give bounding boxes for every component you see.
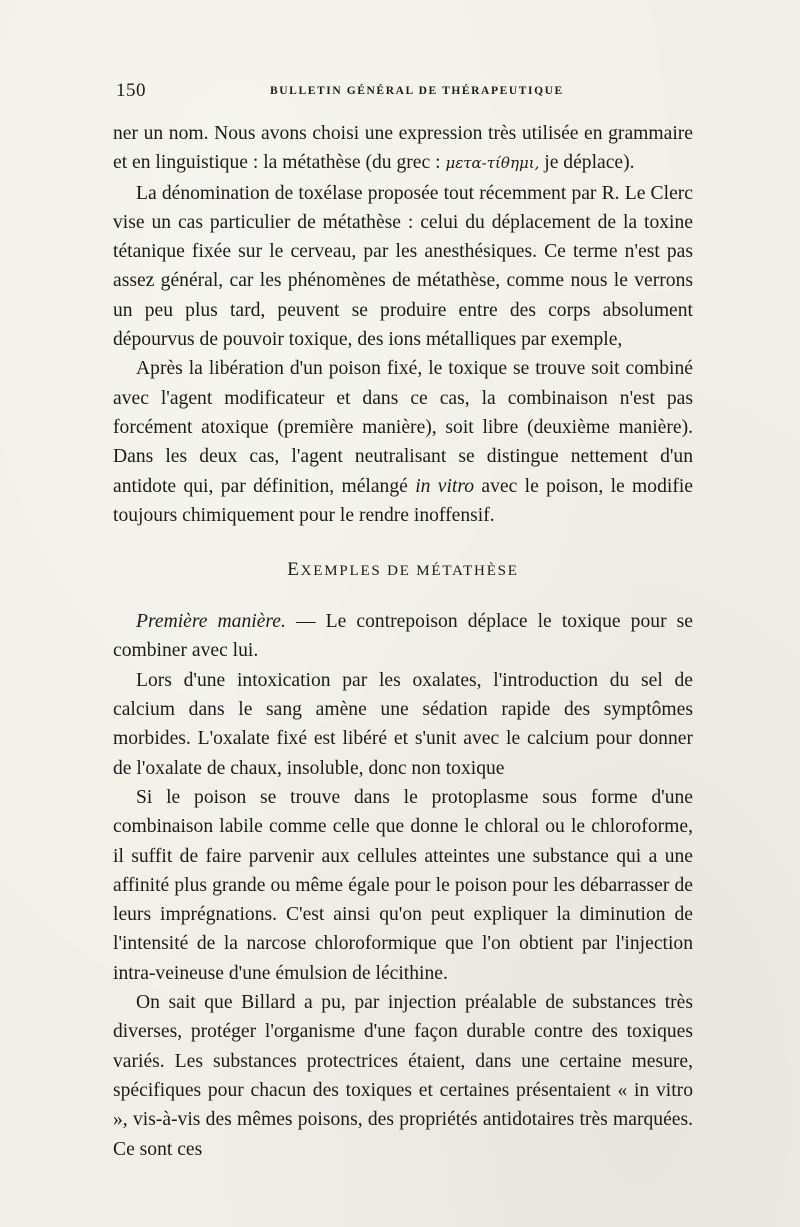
paragraph-3 — [113, 354, 693, 530]
paragraph-4 — [113, 607, 693, 666]
body-text — [113, 119, 693, 1164]
subsection-heading: Première manière. — [136, 611, 286, 633]
paragraph-1-end: je déplace). — [544, 152, 635, 174]
section-title-rest: XEMPLES DE MÉTATHÈSE — [300, 563, 519, 580]
paragraph-2: La dénomination de toxélase proposée tout récemment par R. Le Clerc vise un cas particulier de métathèse : celui du déplacement de la toxine tétanique fixée sur le cerveau, par les anesthésiques. Ce terme n'est pas assez général, car les phénomènes de métathèse, comme nous le verrons un peu plus tard, peuvent se produire entre des corps absolument dépourvus de pouvoir toxique, des ions métalliques par exemple, — [113, 182, 693, 351]
paragraph-4-text: — Le contrepoison déplace le toxique pour se combiner avec lui. — [113, 611, 693, 662]
section-title-initial: E — [287, 559, 301, 581]
paragraph-6: Si le poison se trouve dans le protoplasme sous forme d'une combinaison labile comme celle que donne le chloral ou le chloroforme, il suffit de faire parvenir aux cellules atteintes une substance qui a une affinité plus grande ou même égale pour le poison pour les débarrasser de leurs imprégnations. C'est ainsi qu'on peut expliquer la diminution de l'intensité de la narcose chloroformique que l'on obtient par l'injection intra-veineuse d'une émulsion de lécithine. — [113, 786, 693, 984]
paragraph-7: On sait que Billard a pu, par injection préalable de substances très diverses, protéger l'organisme d'une façon durable contre des toxiques variés. Les substances protectrices étaient, dans une certaine mesure, spécifiques pour chacun des toxiques et certaines présentaient « in vitro », vis-à-vis des mêmes poisons, des propriétés antidotaires très marquées. Ce sont ces — [113, 992, 693, 1160]
greek-word: μετα-τίθημι, — [445, 154, 540, 173]
page-number: 150 — [116, 80, 146, 101]
paragraph-5: Lors d'une intoxication par les oxalates, l'introduction du sel de calcium dans le sang amène une sédation rapide des symptômes morbides. L'oxalate fixé est libéré et s'unit avec le calcium pour donner de l'oxalate de chaux, insoluble, donc non toxique — [113, 669, 693, 779]
section-title — [113, 560, 693, 581]
paragraph-3-text: Après la libération d'un poison fixé, le toxique se trouve soit combiné avec l'agent modificateur et dans ce cas, la combinaison n'est pas forcément atoxique (première manière), soit libre (deuxième manière). Dans les deux cas, l'agent neutralisant se distingue nettement d'un antidote qui, par définition, mélangé — [113, 358, 693, 497]
page-header — [116, 80, 694, 102]
paragraph-3-end: avec le poison, le modifie toujours chimiquement pour le rendre inoffensif. — [113, 475, 693, 526]
paragraph-1 — [113, 119, 693, 179]
italic-in-vitro: in vitro — [415, 475, 475, 497]
paragraph-1-text: ner un nom. Nous avons choisi une expression très utilisée en grammaire et en linguistique : la métathèse (du grec : — [113, 123, 693, 174]
running-head: BULLETIN GÉNÉRAL DE THÉRAPEUTIQUE — [270, 85, 564, 97]
